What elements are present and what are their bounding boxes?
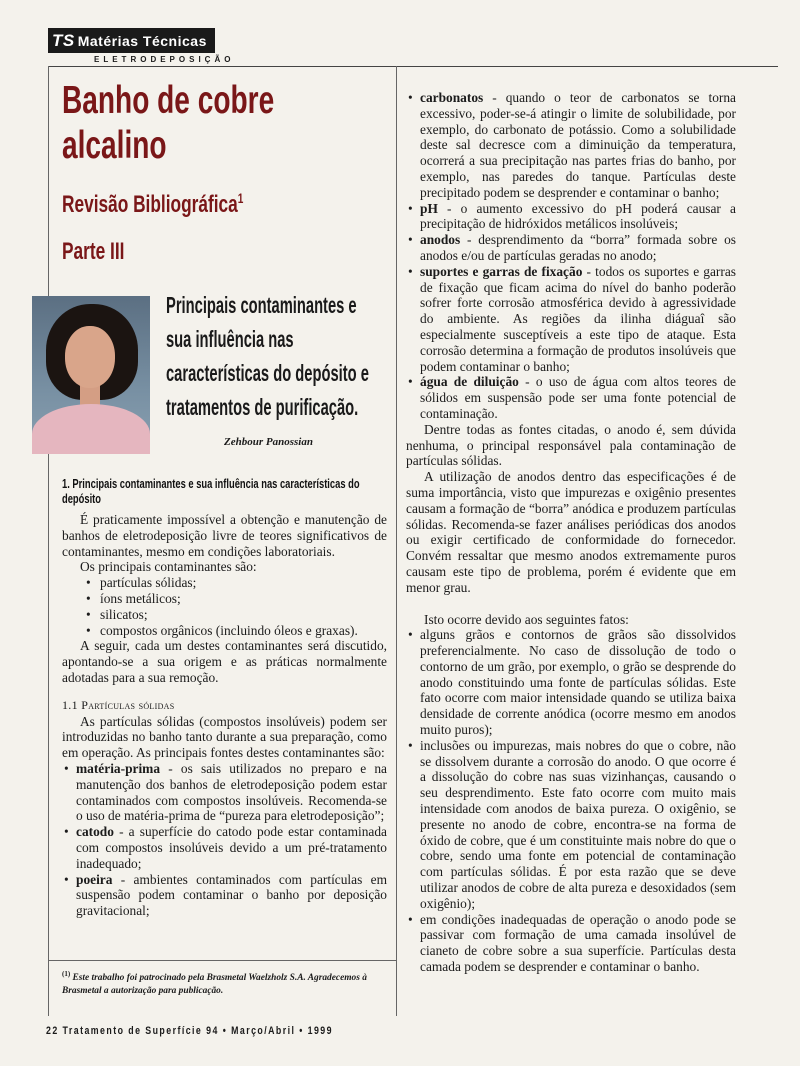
author-name: Zehbour Panossian xyxy=(224,436,313,448)
section-badge xyxy=(48,28,215,53)
source-list-continued xyxy=(406,90,736,422)
list-item: • anodos - desprendimento da “borra” formada sobre os anodos e/ou de partículas geradas no anodo; xyxy=(406,232,736,264)
footnote-rule xyxy=(48,960,396,961)
list-item: • poeira - ambientes contaminados com partículas em suspensão podem contaminar o banho por deposição gravitacional; xyxy=(62,872,387,919)
page-footer: 22 Tratamento de Superfície 94 • Março/Abril • 1999 xyxy=(46,1025,333,1037)
paragraph: A utilização de anodos dentro das especificações é de suma importância, visto que impurezas e oxigênio presentes causam a formação de “borra” anódica e produzem partículas sólidas. Recomenda-se fazer análises periódicas dos anodos ou exigir certificado de conformidade do fornecedor. Convém ressaltar que mesmo anodos extremamente puros causam este tipo de problema, porém é evidente que em menor grau. xyxy=(406,469,736,595)
list-item: • água de diluição - o uso de água com altos teores de sólidos em suspensão pode ser uma fonte potencial de contaminação. xyxy=(406,374,736,421)
list-item: • matéria-prima - os sais utilizados no preparo e na manutenção dos banhos de eletrodeposição podem estar contaminados com compostos insolúveis. Recomenda-se o uso de matéria-prima de “pureza para eletrodeposição”; xyxy=(62,761,387,824)
list-item: • pH - o aumento excessivo do pH poderá causar a precipitação de hidróxidos metálicos insolúveis; xyxy=(406,201,736,233)
paragraph: Isto ocorre devido aos seguintes fatos: xyxy=(424,611,629,627)
list-item: • alguns grãos e contornos de grãos são dissolvidos preferencialmente. No caso de dissolução de todo o contorno de um grão, por exemplo, o grão se desprende do anodo constituindo uma fonte de partículas sólidas. Este fato ocorre com maior intensidade quando se utiliza baixa densidade de corrente anódica (ocorre mesmo em anodos muito puros); xyxy=(406,627,736,738)
section-heading: 1. Principais contaminantes e sua influência nas características do depósito xyxy=(62,476,360,506)
list-item: • carbonatos - quando o teor de carbonatos se torna excessivo, poder-se-á atingir o limite de solubilidade, por exemplo, do carbonato de potássio. Como a solubilidade deste sal decresce com a diminuição da temperatura, ocorrerá a sua precipitação nas partes frias do banho, por exemplo, nas paredes do tanque. Partículas deste precipitado podem se desprender e contaminar o banho; xyxy=(406,90,736,201)
top-rule xyxy=(48,66,778,67)
left-rule xyxy=(48,66,49,1016)
section-label: Matérias Técnicas xyxy=(77,33,207,49)
footnote-ref: 1 xyxy=(237,190,244,206)
list-item: • compostos orgânicos (incluindo óleos e graxas). xyxy=(62,623,387,639)
column-divider xyxy=(396,66,397,1016)
list-item: • em condições inadequadas de operação o anodo pode se passivar com formação de uma camada insolúvel de cianeto de cobre sobre a sua superfície. Partículas desta camada podem se desprender e contaminar o banho. xyxy=(406,912,736,975)
author-photo xyxy=(32,296,150,454)
list-item: • catodo - a superfície do catodo pode estar contaminada com compostos insolúveis devido a um pré-tratamento inadequado; xyxy=(62,824,387,871)
subsection-label: ELETRODEPOSIÇÃO xyxy=(94,55,235,64)
list-item: • íons metálicos; xyxy=(62,591,387,607)
paragraph: A seguir, cada um destes contaminantes será discutido, apontando-se a sua origem e as práticas normalmente adotadas para a sua remoção. xyxy=(62,638,387,685)
paragraph: Os principais contaminantes são: xyxy=(80,559,257,575)
list-item: • silicatos; xyxy=(62,607,387,623)
source-list xyxy=(62,761,387,919)
article-title: Banho de cobre alcalino xyxy=(62,79,275,167)
paragraph: É praticamente impossível a obtenção e manutenção de banhos de eletrodeposição livre de teores significativos de contaminantes, mesmo em condições laboratoriais. xyxy=(62,512,387,559)
contaminant-list xyxy=(62,575,387,638)
article-deck: Principais contaminantes e sua influência nas características do depósito e tratamentos de purificação. xyxy=(166,292,369,420)
paragraph: Dentre todas as fontes citadas, o anodo é, sem dúvida nenhuma, o principal responsável pala contaminação de partículas sólidas. xyxy=(406,421,736,469)
right-column xyxy=(406,90,736,975)
list-item: • suportes e garras de fixação - todos os suportes e garras de fixação que ficam acima do nível do banho poderão sofrer forte corrosão atmosférica devido à agressividade do ambiente. As regiões da ilinha diáguaî são especialmente susceptíveis a este tipo de ataque. Esta corrosão determina a formação de produtos insolúveis que podem contaminar o banho; xyxy=(406,264,736,375)
list-item: • partículas sólidas; xyxy=(62,575,387,591)
list-item: • inclusões ou impurezas, mais nobres do que o cobre, não se dissolvem durante a corrosão do anodo. O que ocorre é a dissolução do cobre nas suas vizinhanças, causando o seu desprendimento. Este fato ocorre com muito mais intensidade com anodos de baixa pureza. O oxigênio, se presente no anodo de cobre, encontra-se na forma de óxido de cobre, que é um constituinte mais nobre do que o cobre, sendo uma fonte em potencial de contaminação com partículas sólidas. É por esta razão que se deve utilizar anodos de cobre de alta pureza e desoxidados (sem oxigênio); xyxy=(406,738,736,912)
paragraph: As partículas sólidas (compostos insolúveis) podem ser introduzidas no banho tanto durante a sua preparação, como em operação. As principais fontes destes contaminantes são: xyxy=(62,713,387,761)
article-part: Parte III xyxy=(62,238,125,265)
ts-logo: TS xyxy=(52,31,75,50)
footnote: $^{(1)}$ Este trabalho foi patrocinado pela Brasmetal Waelzholz S.A. Agradecemos à Brasmetal a autorização para publicação. xyxy=(62,970,367,997)
subsection-heading: 1.1 Partículas sólidas xyxy=(62,697,175,712)
facts-list xyxy=(406,627,736,975)
masthead xyxy=(48,28,234,64)
article-subtitle: Revisão Bibliográfica$^1$ xyxy=(62,190,244,218)
left-column xyxy=(62,512,387,919)
